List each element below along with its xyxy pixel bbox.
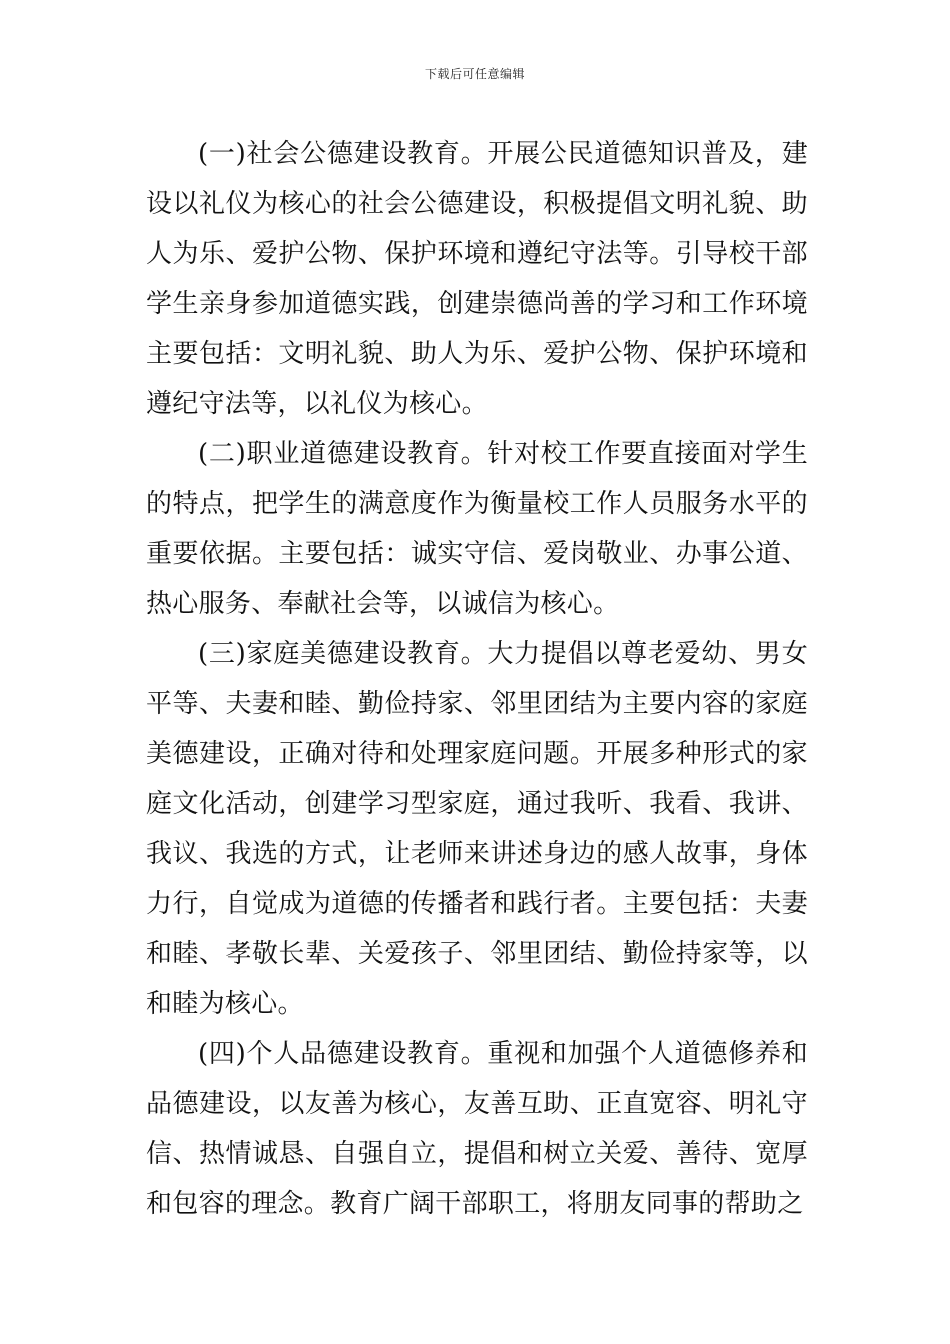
paragraph-personal-morality: (四)个人品德建设教育。重视和加强个人道德修养和品德建设，以友善为核心，友善互助、正直宽容、明礼守信、热情诚恳、自强自立，提倡和树立关爱、善待、宽厚和包容的理念。教育广阔干部职工，将朋友同事的帮助之 [146,1039,808,1219]
page-header: 下载后可任意编辑 [424,67,525,81]
paragraph-family-virtues: (三)家庭美德建设教育。大力提倡以尊老爱幼、男女平等、夫妻和睦、勤俭持家、邻里团结为主要内容的家庭美德建设，正确对待和处理家庭问题。开展多种形式的家庭文化活动，创建学习型家庭，通过我听、我看、我讲、我议、我选的方式，让老师来讲述身边的感人故事，身体力行，自觉成为道德的传播者和践行者。主要包括：夫妻和睦、孝敬长辈、关爱孩子、邻里团结、勤俭持家等，以和睦为核心。 [146,639,808,1019]
document-body [146,129,808,1229]
paragraph-social-morality: (一)社会公德建设教育。开展公民道德知识普及，建设以礼仪为核心的社会公德建设，积极提倡文明礼貌、助人为乐、爱护公物、保护环境和遵纪守法等。引导校干部学生亲身参加道德实践，创建崇德尚善的学习和工作环境主要包括：文明礼貌、助人为乐、爱护公物、保护环境和遵纪守法等，以礼仪为核心。 [146,139,808,419]
paragraph-professional-ethics: (二)职业道德建设教育。针对校工作要直接面对学生的特点，把学生的满意度作为衡量校工作人员服务水平的重要依据。主要包括：诚实守信、爱岗敬业、办事公道、热心服务、奉献社会等，以诚信为核心。 [146,439,808,619]
